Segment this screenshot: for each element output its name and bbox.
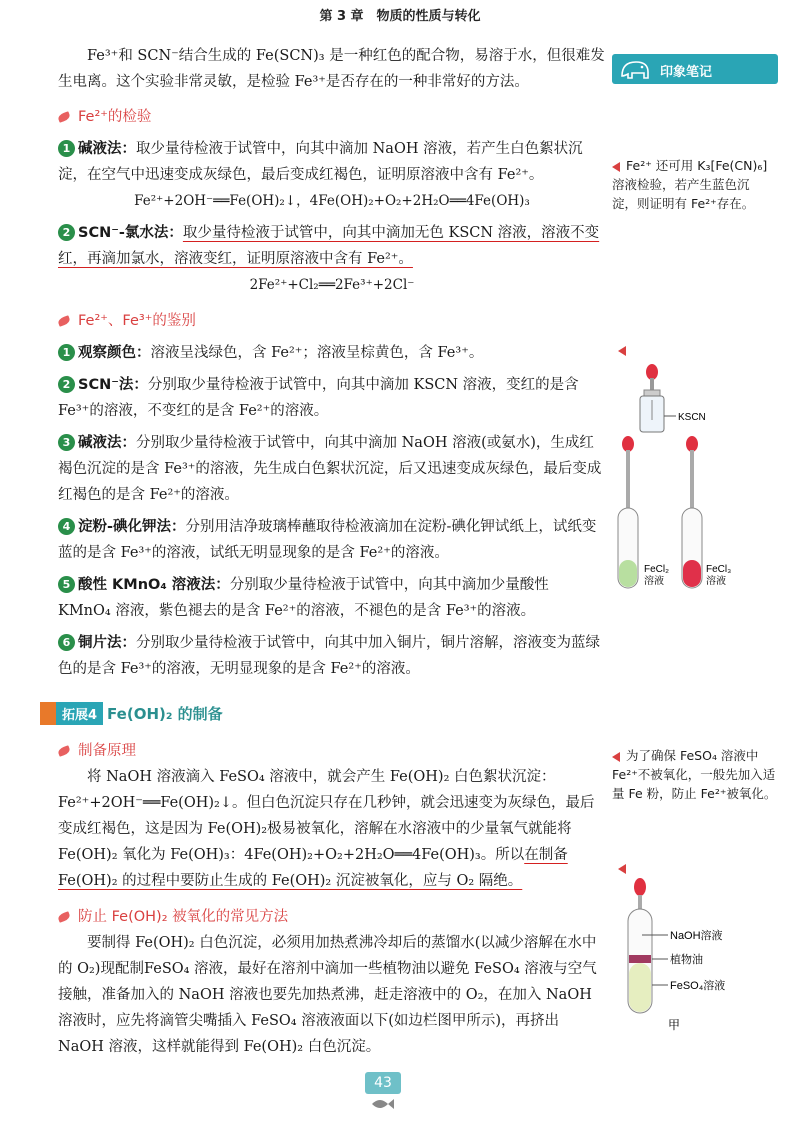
intro-text: Fe³⁺和 SCN⁻结合生成的 Fe(SCN)₃ 是一种红色的配合物，易溶于水，但很难发生电离。这个实验非常灵敏，是检验 Fe³⁺是否存在的一种非常好的方法。 [58,48,605,90]
figure-caption: 甲 [668,1018,681,1032]
method-title: SCN⁻-氯水法： [78,225,183,241]
leaf-icon [57,315,71,327]
dropper-bottle [640,364,664,432]
fish-icon [370,1096,396,1112]
number-icon: 1 [58,344,75,361]
method-text: 分别取少量待检液于试管中，向其中加入铜片，铜片溶解，溶液变为蓝绿色的是含 Fe³⁺的溶液，无明显现象的是含 Fe²⁺的溶液。 [58,635,600,677]
pointer-icon [618,340,632,359]
section-heading-text: Fe²⁺的检验 [78,109,152,125]
principle-text-body: 将 NaOH 溶液滴入 FeSO₄ 溶液中，就会产生 Fe(OH)₂ 白色絮状沉淀：Fe²⁺+2OH⁻══Fe(OH)₂↓。但白色沉淀只存在几秒钟，就会迅速变为灰绿色，最后变成红褐色，这是因为 Fe(OH)₂极易被氧化，溶解在水溶液中的少量氧气就能将 Fe(OH)₂ 氧化为 Fe(OH)₃：4Fe(OH)₂+O₂+2H₂O══4Fe(OH)₃。所以 [58,769,595,863]
extension-title: Fe(OH)₂ 的制备 [107,705,223,723]
method-text: 分别取少量待检液于试管中，向其中滴加少量酸性 KMnO₄ 溶液，紫色褪去的是含 Fe²⁺的溶液，不褪色的是含 Fe³⁺的溶液。 [58,577,549,619]
fecl3-label-sub: 溶液 [706,576,726,587]
method-title: 酸性 KMnO₄ 溶液法： [78,577,230,593]
side-note [612,156,772,213]
elephant-icon [618,56,656,82]
method-text: 取少量待检液于试管中，向其中滴加无色 KSCN 溶液，溶液不变红，再滴加氯水，溶液变红，证明原溶液中含有 Fe²⁺。 [58,225,600,267]
method-item [58,220,606,272]
method-item [58,136,606,188]
intro-paragraph [58,43,606,95]
method-title: 淀粉-碘化钾法： [78,519,186,535]
notes-banner-label: 印象笔记 [660,65,713,80]
method-title: SCN⁻法： [78,377,148,393]
naoh-label: NaOH溶液 [670,930,723,942]
pointer-icon [612,752,620,762]
prevent-text: 要制得 Fe(OH)₂ 白色沉淀，必须用加热煮沸冷却后的蒸馏水(以减少溶解在水中的 O₂)现配制FeSO₄ 溶液，最好在溶剂中滴加一些植物油以避免 FeSO₄ 溶液与空气接触，准备加入的 NaOH 溶液也要先加热煮沸，赶走溶液中的 O₂，在加入 NaOH 溶液时，应先将滴管尖嘴插入 FeSO₄ 溶液液面以下(如边栏图甲所示)，再挤出 NaOH 溶液，这样就能得到 Fe(OH)₂ 白色沉淀。 [58,935,597,1055]
method-item [58,340,606,366]
fecl2-label-sub: 溶液 [644,576,664,587]
method-item [58,430,606,508]
leaf-icon [57,745,71,757]
section-heading [58,104,606,130]
section-principle [58,738,606,894]
method-title: 碱液法： [78,435,136,451]
leaf-icon [57,911,71,923]
method-title: 铜片法： [78,635,136,651]
method-title: 观察颜色： [78,345,151,361]
fecl2-label: FeCl₂ [644,564,669,575]
kscn-label: KSCN [678,412,706,423]
extension-header [40,702,223,725]
number-icon: 6 [58,634,75,651]
method-title: 碱液法： [78,141,136,157]
number-2-icon: 2 [58,224,75,241]
method-text: 分别取少量待检液于试管中，向其中滴加 NaOH 溶液(或氨水)，生成红褐色沉淀的是含 Fe³⁺的溶液，先生成白色絮状沉淀，后又迅速变成灰绿色，最后变成红褐色的是含 Fe²⁺的溶液。 [58,435,602,503]
number-icon: 2 [58,376,75,393]
method-item [58,514,606,566]
method-text: 取少量待检液于试管中，向其中滴加 NaOH 溶液，若产生白色絮状沉淀，在空气中迅速变成灰绿色，最后变成红褐色，证明原溶液中含有 Fe²⁺。 [58,141,583,183]
preparation-figure [610,875,790,1035]
equation: 2Fe²⁺+Cl₂══2Fe³⁺+2Cl⁻ [249,277,415,293]
method-text: 分别用洁净玻璃棒蘸取待检液滴加在淀粉-碘化钾试纸上，试纸变蓝的是含 Fe³⁺的溶液，试纸无明显现象的是含 Fe²⁺的溶液。 [58,519,597,561]
number-1-icon: 1 [58,140,75,157]
section-heading [58,308,606,334]
fecl3-label: FeCl₃ [706,564,732,575]
test-tube-figure [610,360,800,600]
section-heading-text: 制备原理 [78,743,136,759]
method-text: 分别取少量待检液于试管中，向其中滴加 KSCN 溶液，变红的是含 Fe³⁺的溶液，不变红的是含 Fe²⁺的溶液。 [58,377,579,419]
method-text: 溶液呈浅绿色，含 Fe²⁺；溶液呈棕黄色，含 Fe³⁺。 [150,345,484,361]
section-heading [58,904,606,930]
feso4-label: FeSO₄溶液 [670,980,726,992]
tube-fecl3 [682,436,702,588]
section-heading-text: 防止 Fe(OH)₂ 被氧化的常见方法 [78,909,289,925]
method-item [58,372,606,424]
number-icon: 5 [58,576,75,593]
section-heading [58,738,606,764]
section-identify [58,308,606,682]
number-icon: 4 [58,518,75,535]
principle-text [58,764,606,894]
side-note-text: Fe²⁺ 还可用 K₃[Fe(CN)₆]溶液检验，若产生蓝色沉淀，则证明有 Fe²⁺存在。 [612,158,768,211]
page-number: 43 [365,1072,401,1094]
method-item [58,572,606,624]
side-note [612,746,780,803]
section-prevent [58,904,606,1060]
oil-label: 植物油 [670,954,703,966]
extension-tag: 拓展4 [40,702,103,725]
number-icon: 3 [58,434,75,451]
chapter-header: 第 3 章 物质的性质与转化 [319,9,481,24]
principle-text-underlined: 在制备 Fe(OH)₂ 的过程中要防止生成的 Fe(OH)₂ 沉淀被氧化，应与 O₂ 隔绝。 [58,847,568,889]
pointer-icon [612,162,620,172]
method-list [58,340,606,682]
section-heading-text: Fe²⁺、Fe³⁺的鉴别 [78,313,196,329]
leaf-icon [57,111,71,123]
side-note-text: 为了确保 FeSO₄ 溶液中 Fe²⁺不被氧化，一般先加入适量 Fe 粉，防止 Fe²⁺被氧化。 [612,748,777,801]
section-fe2-test [58,104,606,298]
method-item [58,630,606,682]
tube-fecl2 [618,436,638,588]
equation: Fe²⁺+2OH⁻══Fe(OH)₂↓，4Fe(OH)₂+O₂+2H₂O══4Fe(OH)₃ [134,193,530,209]
